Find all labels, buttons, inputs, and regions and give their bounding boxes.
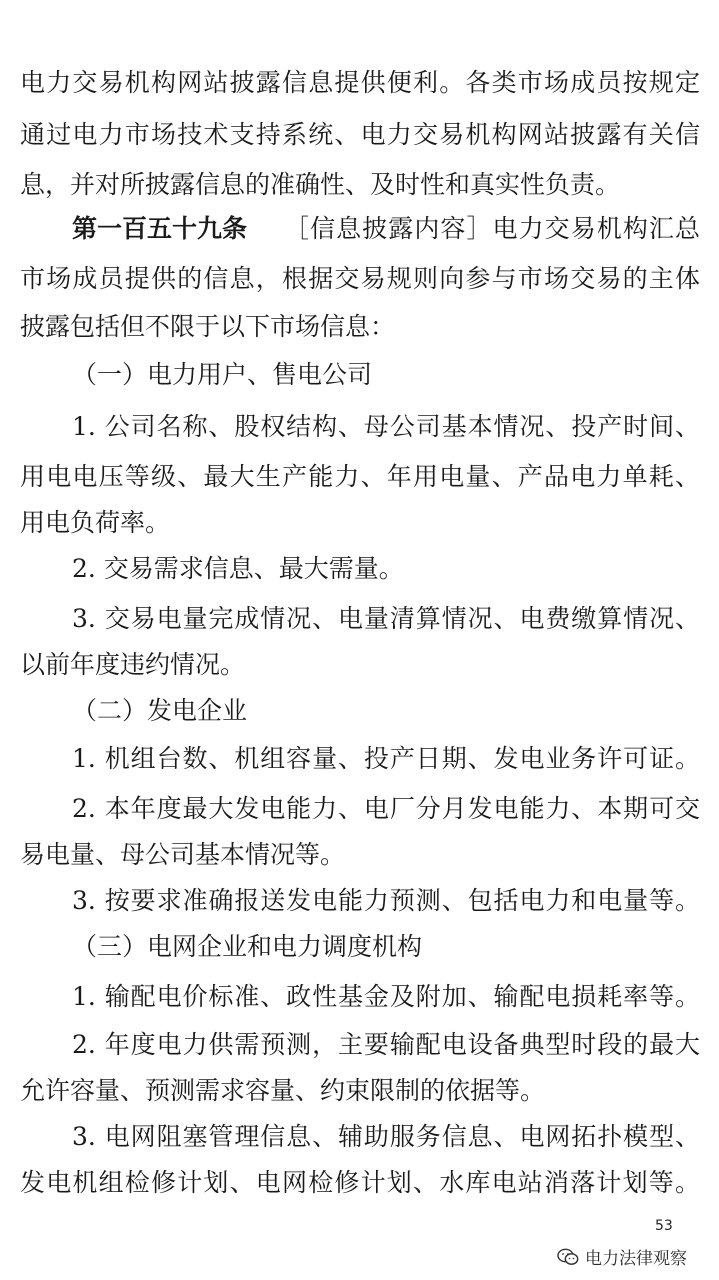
text-line: 易电量、母公司基本情况等。 <box>20 840 346 869</box>
section-heading: （一）电力用户、售电公司 <box>72 360 373 389</box>
watermark-text: 电力法律观察 <box>585 1249 687 1269</box>
text-line: 市场成员提供的信息，根据交易规则向参与市场交易的主体 <box>20 264 700 293</box>
text-line: 用电负荷率。 <box>20 508 171 537</box>
text-line: 3. 交易电量完成情况、电量清算情况、电费缴算情况、 <box>72 604 700 633</box>
section-heading: （三）电网企业和电力调度机构 <box>72 932 423 961</box>
text-line: 1. 公司名称、股权结构、母公司基本情况、投产时间、 <box>72 412 700 441</box>
text-line: 息，并对所披露信息的准确性、及时性和真实性负责。 <box>20 170 621 199</box>
text-line: 2. 年度电力供需预测，主要输配电设备典型时段的最大 <box>72 1030 700 1059</box>
text-line: 通过电力市场技术支持系统、电力交易机构网站披露有关信 <box>20 120 700 149</box>
text-line: 1. 机组台数、机组容量、投产日期、发电业务许可证。 <box>72 744 700 773</box>
text-line: 3. 按要求准确报送发电能力预测、包括电力和电量等。 <box>72 886 700 915</box>
article-heading <box>72 212 262 246</box>
watermark <box>557 1244 687 1269</box>
text-line: 3. 电网阻塞管理信息、辅助服务信息、电网拓扑模型、 <box>72 1122 700 1151</box>
text-line: 2. 交易需求信息、最大需量。 <box>72 554 404 583</box>
text-line: ［信息披露内容］电力交易机构汇总 <box>284 214 700 243</box>
text-line: 电力交易机构网站披露信息提供便利。各类市场成员按规定 <box>20 68 700 97</box>
text-line: 2. 本年度最大发电能力、电厂分月发电能力、本期可交 <box>72 794 700 823</box>
page-number: 53 <box>655 1218 673 1234</box>
article-number: 第一百五十九条 <box>72 214 248 243</box>
text-line: 发电机组检修计划、电网检修计划、水库电站消落计划等。 <box>20 1168 700 1197</box>
text-line: 1. 输配电价标准、政性基金及附加、输配电损耗率等。 <box>72 982 700 1011</box>
text-line: 用电电压等级、最大生产能力、年用电量、产品电力单耗、 <box>20 462 700 491</box>
section-heading: （二）发电企业 <box>72 696 248 725</box>
text-line: 以前年度违约情况。 <box>20 650 246 679</box>
wechat-icon <box>557 1248 579 1266</box>
text-line: 披露包括但不限于以下市场信息： <box>20 312 396 341</box>
text-line: 允许容量、预测需求容量、约束限制的依据等。 <box>20 1076 546 1105</box>
